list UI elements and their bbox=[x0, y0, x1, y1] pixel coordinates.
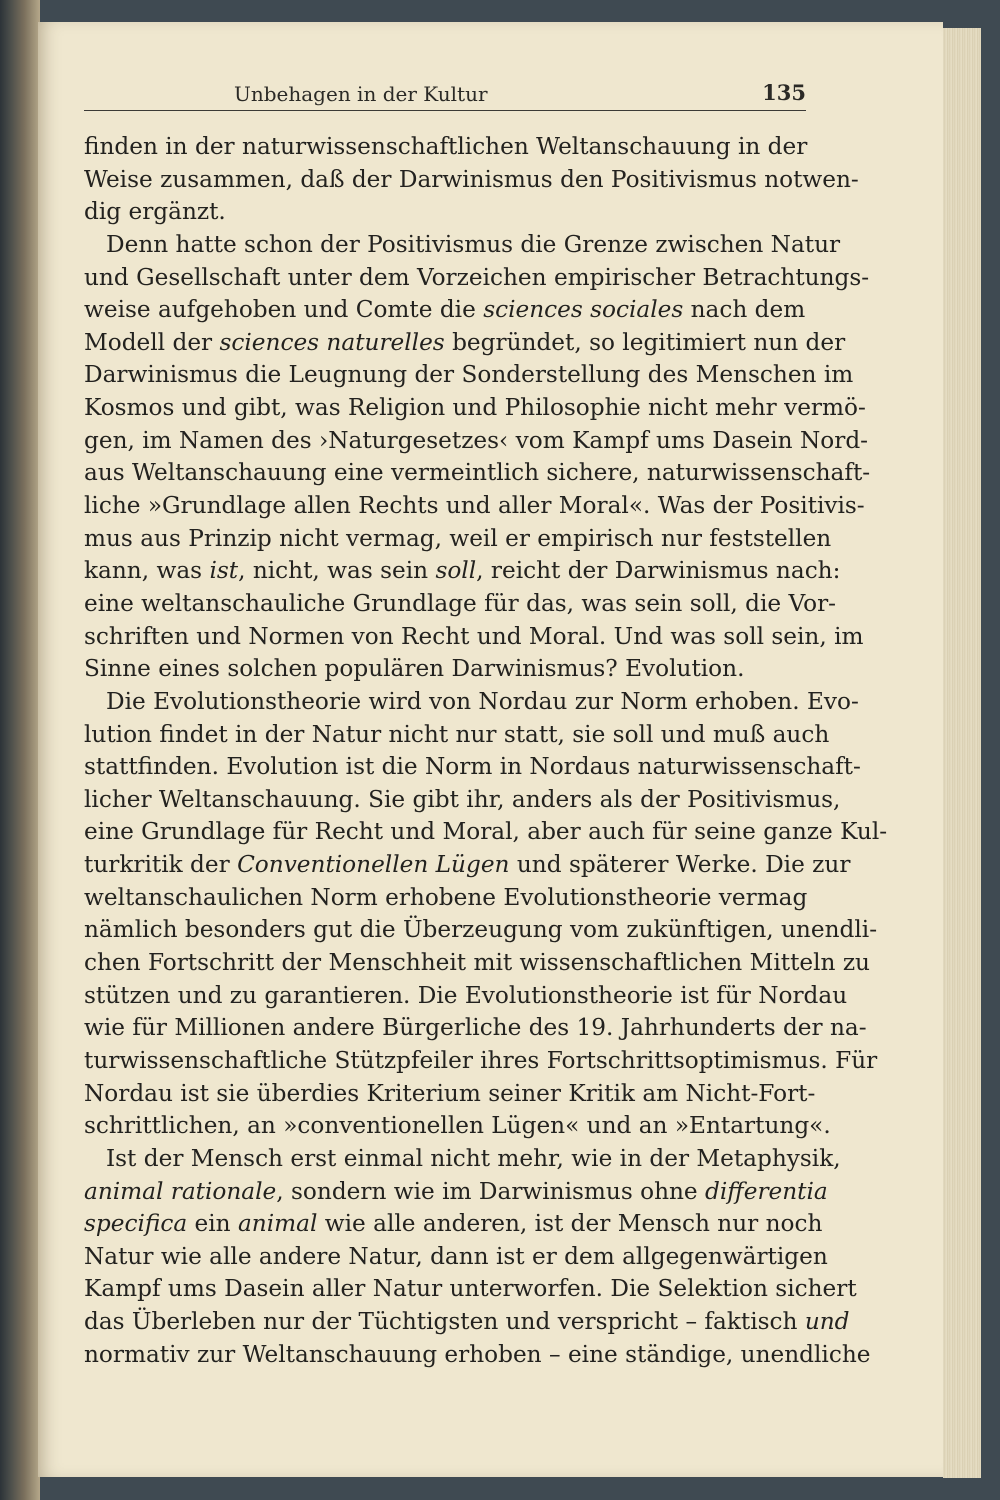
text-line bbox=[84, 196, 801, 229]
text-line bbox=[84, 719, 830, 752]
text-line bbox=[84, 294, 806, 327]
page-edges bbox=[943, 28, 981, 1478]
text-line bbox=[84, 1241, 828, 1274]
text-span: Denn hatte schon der Positivismus die Grenze zwischen Natur bbox=[106, 230, 841, 258]
text-line bbox=[84, 523, 832, 556]
text-span: weltanschaulichen Norm erhobene Evolutionstheorie vermag bbox=[84, 883, 808, 911]
text-line bbox=[84, 653, 801, 686]
text-span: schrittlichen, an »conventionellen Lügen« und an »Entartung«. bbox=[84, 1112, 831, 1140]
italic-span: und bbox=[804, 1308, 850, 1336]
page-number: 135 bbox=[762, 80, 806, 105]
text-line bbox=[84, 686, 859, 719]
italic-span: sciences sociales bbox=[483, 296, 684, 324]
text-span: Ist der Mensch erst einmal nicht mehr, wie in der Metaphysik, bbox=[106, 1144, 841, 1172]
italic-span: animal bbox=[237, 1210, 318, 1238]
italic-span: soll bbox=[435, 557, 477, 585]
text-span: liche »Grundlage allen Rechts und aller Moral«. Was der Positivis- bbox=[84, 492, 865, 520]
text-span: wie für Millionen andere Bürgerliche des 19. Jahrhunderts der na- bbox=[84, 1014, 867, 1042]
text-line bbox=[84, 164, 859, 197]
text-span: dig ergänzt. bbox=[84, 198, 226, 226]
text-line bbox=[84, 425, 868, 458]
text-span: stattfinden. Evolution ist die Norm in Nordaus naturwissenschaft- bbox=[84, 753, 861, 781]
text-line bbox=[84, 457, 871, 490]
text-span: und späterer Werke. Die zur bbox=[509, 851, 851, 879]
text-span: eine weltanschauliche Grundlage für das, was sein soll, die Vor- bbox=[84, 589, 836, 617]
italic-span: differentia bbox=[705, 1177, 828, 1205]
text-span: Die Evolutionstheorie wird von Nordau zur Norm erhoben. Evo- bbox=[106, 687, 859, 715]
text-span: Sinne eines solchen populären Darwinismus? Evolution. bbox=[84, 655, 745, 683]
text-line bbox=[84, 1176, 828, 1209]
italic-span: Conventionellen Lügen bbox=[237, 851, 510, 879]
text-line bbox=[84, 914, 878, 947]
text-line bbox=[84, 980, 848, 1013]
text-span: wie alle anderen, ist der Mensch nur noch bbox=[317, 1210, 823, 1238]
text-span: licher Weltanschauung. Sie gibt ihr, anders als der Positivismus, bbox=[84, 785, 841, 813]
text-line bbox=[84, 621, 864, 654]
text-line bbox=[84, 262, 870, 295]
text-span: turwissenschaftliche Stützpfeiler ihres Fortschrittsoptimismus. Für bbox=[84, 1046, 878, 1074]
text-span: aus Weltanschauung eine vermeintlich sichere, naturwissenschaft- bbox=[84, 459, 871, 487]
text-span: nämlich besonders gut die Überzeugung vom zukünftigen, unendli- bbox=[84, 916, 878, 944]
text-span: lution findet in der Natur nicht nur statt, sie soll und muß auch bbox=[84, 720, 830, 748]
text-span: Nordau ist sie überdies Kriterium seiner Kritik am Nicht-Fort- bbox=[84, 1079, 816, 1107]
text-span: Modell der bbox=[84, 328, 220, 356]
italic-span: animal rationale bbox=[84, 1177, 277, 1205]
running-title: Unbehagen in der Kultur bbox=[234, 82, 488, 106]
text-line bbox=[84, 784, 841, 817]
text-line bbox=[84, 359, 854, 392]
text-line bbox=[84, 816, 888, 849]
book-binding-shadow bbox=[0, 0, 40, 1500]
text-span: chen Fortschritt der Menschheit mit wissenschaftlichen Mitteln zu bbox=[84, 949, 870, 977]
text-span: kann, was bbox=[84, 557, 210, 585]
text-span: weise aufgehoben und Comte die bbox=[84, 296, 484, 324]
text-span: Weise zusammen, daß der Darwinismus den Positivismus notwen- bbox=[84, 165, 859, 193]
text-span: , nicht, was sein bbox=[238, 557, 436, 585]
text-span: Kampf ums Dasein aller Natur unterworfen. Die Selektion sichert bbox=[84, 1275, 857, 1303]
text-span: nach dem bbox=[683, 296, 806, 324]
text-line bbox=[84, 229, 841, 262]
text-span: Natur wie alle andere Natur, dann ist er dem allgegenwärtigen bbox=[84, 1242, 828, 1270]
text-line bbox=[84, 1306, 850, 1339]
text-line bbox=[84, 1273, 857, 1306]
italic-span: ist bbox=[209, 557, 239, 585]
text-line bbox=[84, 588, 836, 621]
text-span: das Überleben nur der Tüchtigsten und verspricht – faktisch bbox=[84, 1308, 805, 1336]
running-head bbox=[84, 78, 806, 111]
text-line bbox=[84, 751, 861, 784]
text-line bbox=[84, 1012, 867, 1045]
italic-span: specifica bbox=[84, 1210, 188, 1238]
text-span: eine Grundlage für Recht und Moral, aber auch für seine ganze Kul- bbox=[84, 818, 888, 846]
text-line bbox=[84, 1045, 878, 1078]
text-line bbox=[84, 490, 865, 523]
text-span: Kosmos und gibt, was Religion und Philosophie nicht mehr vermö- bbox=[84, 394, 866, 422]
text-span: , reicht der Darwinismus nach: bbox=[476, 557, 841, 585]
text-line bbox=[84, 1143, 841, 1176]
text-span: , sondern wie im Darwinismus ohne bbox=[276, 1177, 706, 1205]
text-span: gen, im Namen des ›Naturgesetzes‹ vom Kampf ums Dasein Nord- bbox=[84, 426, 868, 454]
text-span: stützen und zu garantieren. Die Evolutionstheorie ist für Nordau bbox=[84, 981, 848, 1009]
text-line bbox=[84, 849, 851, 882]
italic-span: sciences naturelles bbox=[219, 328, 445, 356]
text-line bbox=[84, 1208, 823, 1241]
body-text bbox=[84, 131, 888, 1371]
text-line bbox=[84, 882, 808, 915]
text-span: ein bbox=[187, 1210, 238, 1238]
text-span: begründet, so legitimiert nun der bbox=[444, 328, 846, 356]
text-line bbox=[84, 327, 846, 360]
text-line bbox=[84, 1078, 816, 1111]
text-span: finden in der naturwissenschaftlichen Weltanschauung in der bbox=[84, 133, 808, 160]
text-span: schriften und Normen von Recht und Moral. Und was soll sein, im bbox=[84, 622, 864, 650]
text-line bbox=[84, 131, 808, 164]
text-span: und Gesellschaft unter dem Vorzeichen empirischer Betrachtungs- bbox=[84, 263, 870, 291]
text-line bbox=[84, 1339, 871, 1372]
text-line bbox=[84, 1110, 831, 1143]
text-span: mus aus Prinzip nicht vermag, weil er empirisch nur feststellen bbox=[84, 524, 832, 552]
text-span: Darwinismus die Leugnung der Sonderstellung des Menschen im bbox=[84, 361, 854, 389]
text-span: turkritik der bbox=[84, 851, 238, 879]
text-line bbox=[84, 392, 866, 425]
text-span: normativ zur Weltanschauung erhoben – eine ständige, unendliche bbox=[84, 1340, 871, 1368]
text-line bbox=[84, 555, 841, 588]
text-line bbox=[84, 947, 870, 980]
